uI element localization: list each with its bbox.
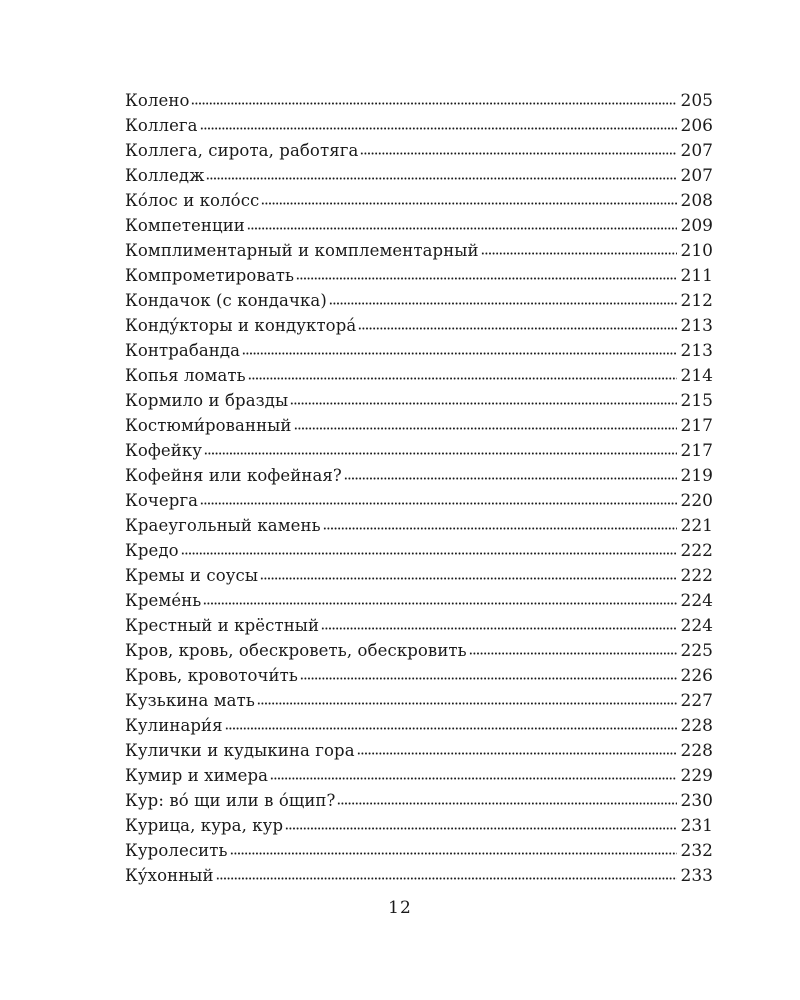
- dot-leader: [225, 727, 677, 730]
- toc-entry-page: 209: [680, 216, 713, 236]
- toc-entry-title: Кофейку: [125, 441, 203, 460]
- toc-entry: [125, 113, 713, 138]
- toc-entry-title: Кондачок (с кондачка): [125, 291, 327, 310]
- toc-entry-page: 205: [680, 91, 713, 111]
- toc-entry-page: 222: [680, 566, 713, 586]
- toc-entry-page: 224: [680, 616, 713, 636]
- toc-entry-page: 224: [680, 591, 713, 611]
- toc-entry-page: 226: [680, 666, 713, 686]
- toc-entry-page: 213: [680, 316, 713, 336]
- toc-entry-title: Кочерга: [125, 491, 199, 510]
- toc-entry-page: 217: [680, 416, 713, 436]
- toc-entry: [125, 663, 713, 688]
- toc-entry-page: 227: [680, 691, 713, 711]
- dot-leader: [344, 477, 677, 480]
- dot-leader: [191, 102, 677, 105]
- toc-entry-page: 215: [680, 391, 713, 411]
- toc-entry: [125, 338, 713, 363]
- toc-entry-title: Краеугольный камень: [125, 516, 321, 535]
- dot-leader: [216, 877, 677, 880]
- toc-entry: [125, 488, 713, 513]
- toc-entry: [125, 463, 713, 488]
- toc-entry: [125, 738, 713, 763]
- toc-entry-page: 214: [680, 366, 713, 386]
- toc-entry: [125, 388, 713, 413]
- toc-entry-page: 228: [680, 716, 713, 736]
- toc-entry: [125, 688, 713, 713]
- dot-leader: [337, 802, 677, 805]
- toc-entry-title: Кормило и бразды: [125, 391, 289, 410]
- toc-entry-page: 225: [680, 641, 713, 661]
- dot-leader: [294, 427, 677, 430]
- toc-entry-title: Кровь, кровоточи́ть: [125, 666, 298, 685]
- toc-entry-title: Кузькина мать: [125, 691, 255, 710]
- dot-leader: [260, 577, 677, 580]
- toc-entry: [125, 588, 713, 613]
- toc-entry-title: Компетенции: [125, 216, 245, 235]
- toc-entry-page: 217: [680, 441, 713, 461]
- toc-entry-page: 213: [680, 341, 713, 361]
- toc-entry-title: Куролесить: [125, 841, 228, 860]
- toc-entry-page: 228: [680, 741, 713, 761]
- toc-entry: [125, 538, 713, 563]
- toc-entry: [125, 713, 713, 738]
- toc-entry-page: 212: [680, 291, 713, 311]
- toc-entry-page: 231: [680, 816, 713, 836]
- dot-leader: [181, 552, 677, 555]
- toc-entry-page: 219: [680, 466, 713, 486]
- toc-entry: [125, 313, 713, 338]
- toc-entry: [125, 238, 713, 263]
- toc-entry-page: 222: [680, 541, 713, 561]
- toc-entry: [125, 513, 713, 538]
- toc-entry-title: Кур: во́ щи или в о́щип?: [125, 791, 336, 810]
- toc-entry-page: 221: [680, 516, 713, 536]
- toc-entry: [125, 763, 713, 788]
- toc-entry-title: Конду́кторы и кондуктора́: [125, 316, 357, 335]
- toc-entry: [125, 563, 713, 588]
- toc-entry-title: Ку́хонный: [125, 866, 214, 885]
- toc-entry-page: 230: [680, 791, 713, 811]
- toc-entry: [125, 813, 713, 838]
- toc-entry: [125, 88, 713, 113]
- dot-leader: [285, 827, 677, 830]
- toc-entry-title: Кумир и химера: [125, 766, 269, 785]
- toc-entry-page: 229: [680, 766, 713, 786]
- dot-leader: [200, 502, 677, 505]
- dot-leader: [270, 777, 677, 780]
- toc-entry-title: Кредо: [125, 541, 179, 560]
- toc-entry: [125, 613, 713, 638]
- toc-entry: [125, 413, 713, 438]
- toc-entry-title: Крестный и крёстный: [125, 616, 320, 635]
- dot-leader: [261, 202, 677, 205]
- toc-entry: [125, 438, 713, 463]
- toc-entry-page: 206: [680, 116, 713, 136]
- toc-entry: [125, 838, 713, 863]
- dot-leader: [203, 602, 677, 605]
- toc-entry-title: Курица, кура, кур: [125, 816, 284, 835]
- toc-entry-title: Контрабанда: [125, 341, 241, 360]
- dot-leader: [469, 652, 677, 655]
- toc-entry: [125, 363, 713, 388]
- toc-entry: [125, 863, 713, 888]
- dot-leader: [323, 527, 677, 530]
- dot-leader: [248, 377, 677, 380]
- toc-entry: [125, 213, 713, 238]
- dot-leader: [290, 402, 677, 405]
- dot-leader: [329, 302, 677, 305]
- toc-entry-page: 211: [680, 266, 713, 286]
- dot-leader: [206, 177, 677, 180]
- toc-entry-page: 220: [680, 491, 713, 511]
- dot-leader: [300, 677, 677, 680]
- toc-entry: [125, 163, 713, 188]
- toc-entry-title: Кров, кровь, обескроветь, обескровить: [125, 641, 467, 660]
- dot-leader: [247, 227, 677, 230]
- toc-entry-page: 210: [680, 241, 713, 261]
- toc-entry: [125, 263, 713, 288]
- toc-entry-title: Копья ломать: [125, 366, 246, 385]
- toc-entry-page: 208: [680, 191, 713, 211]
- toc-entry-page: 233: [680, 866, 713, 886]
- toc-entry-title: Кулинари́я: [125, 716, 223, 735]
- dot-leader: [242, 352, 677, 355]
- toc-entry: [125, 788, 713, 813]
- toc-entry-title: Коллега, сирота, работяга: [125, 141, 359, 160]
- toc-entry-title: Креме́нь: [125, 591, 202, 610]
- dot-leader: [481, 252, 677, 255]
- page-number: 12: [388, 898, 412, 918]
- dot-leader: [358, 327, 677, 330]
- toc-entry-page: 207: [680, 166, 713, 186]
- dot-leader: [321, 627, 677, 630]
- dot-leader: [357, 752, 677, 755]
- toc-entry-title: Кулички и кудыкина гора: [125, 741, 355, 760]
- toc-entry: [125, 288, 713, 313]
- toc-entry-title: Колено: [125, 91, 190, 110]
- dot-leader: [200, 127, 677, 130]
- dot-leader: [257, 702, 677, 705]
- toc-entry-title: Колледж: [125, 166, 205, 185]
- toc-entry-title: Компрометировать: [125, 266, 295, 285]
- toc-entry-title: Кремы и соусы: [125, 566, 259, 585]
- toc-entry-title: Кофейня или кофейная?: [125, 466, 342, 485]
- toc-entry-title: Ко́лос и коло́сс: [125, 191, 260, 210]
- dot-leader: [296, 277, 677, 280]
- toc-entry-page: 232: [680, 841, 713, 861]
- dot-leader: [360, 152, 677, 155]
- toc-entry-title: Костюми́рованный: [125, 416, 292, 435]
- toc-entry: [125, 188, 713, 213]
- toc-entry-title: Коллега: [125, 116, 198, 135]
- toc-entry-page: 207: [680, 141, 713, 161]
- table-of-contents: [125, 88, 713, 888]
- dot-leader: [204, 452, 677, 455]
- dot-leader: [230, 852, 677, 855]
- toc-entry-title: Комплиментарный и комплементарный: [125, 241, 479, 260]
- toc-entry: [125, 138, 713, 163]
- toc-entry: [125, 638, 713, 663]
